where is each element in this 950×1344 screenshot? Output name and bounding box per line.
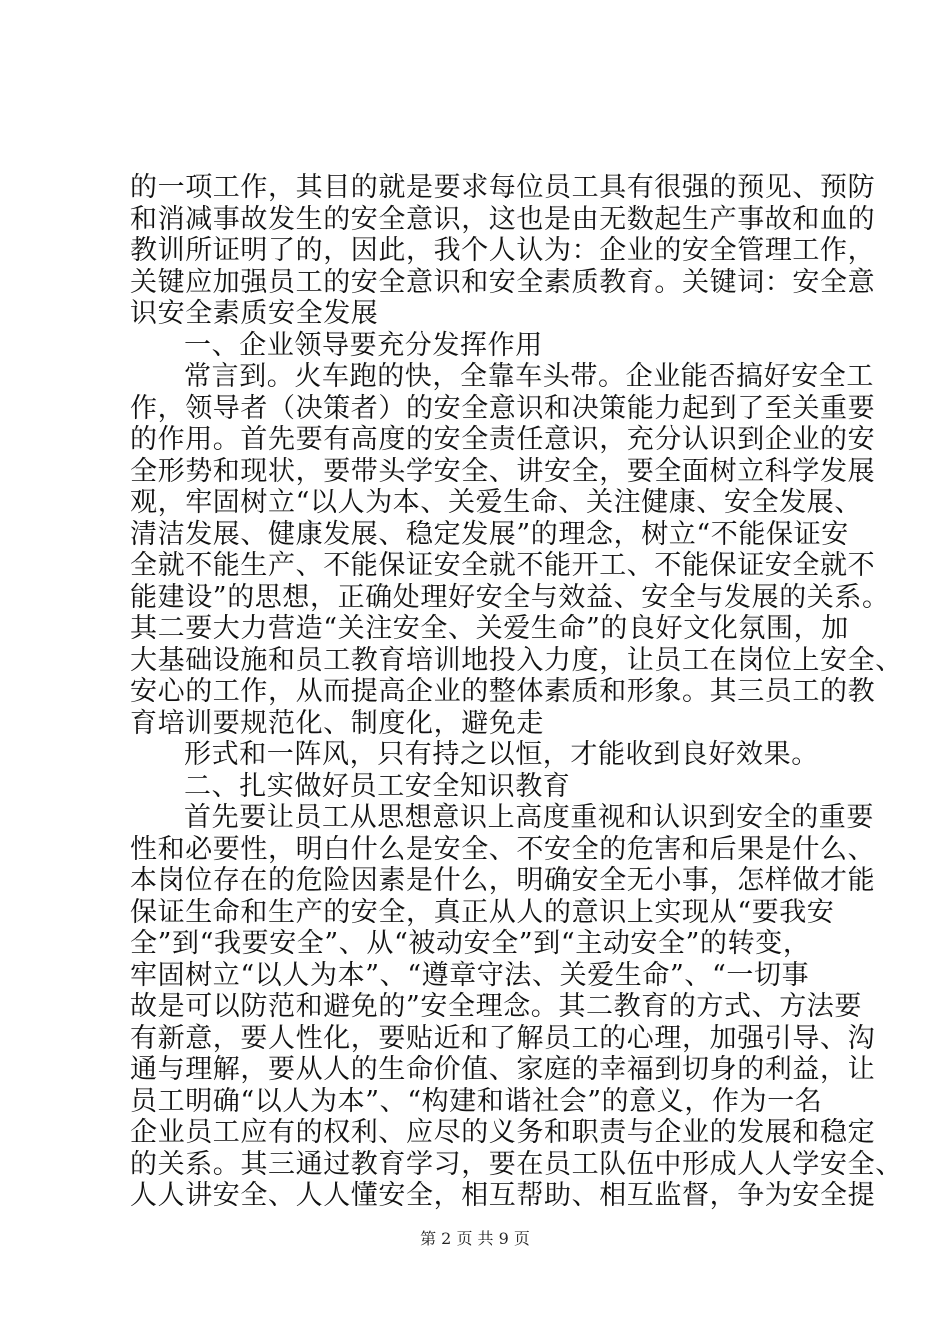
text-line: 人人讲安全、人人懂安全，相互帮助、相互监督，争为安全提 — [130, 1180, 876, 1211]
text-line: 观，牢固树立“以人为本、关爱生命、关注健康、安全发展、 — [130, 487, 863, 518]
text-line: 的作用。首先要有高度的安全责任意识，充分认识到企业的安 — [130, 424, 876, 455]
page-footer — [0, 1229, 950, 1249]
text-line: 能建设”的思想，正确处理好安全与效益、安全与发展的关系。 — [130, 581, 890, 613]
text-line: 全”到“我要安全”、从“被动安全”到“主动安全”的转变， — [130, 928, 811, 959]
text-line: 牢固树立“以人为本”、“遵章守法、关爱生命”、“一切事 — [130, 959, 810, 991]
text-line: 和消减事故发生的安全意识，这也是由无数起生产事故和血的 — [130, 203, 876, 235]
text-line: 员工明确“以人为本”、“构建和谐社会”的意义，作为一名 — [130, 1085, 823, 1117]
text-line: 的关系。其三通过教育学习，要在员工队伍中形成人人学安全、 — [130, 1148, 903, 1180]
text-line: 大基础设施和员工教育培训地投入力度，让员工在岗位上安全、 — [130, 644, 903, 676]
text-line: 常言到。火车跑的快，全靠车头带。企业能否搞好安全工 — [184, 361, 874, 392]
text-line: 故是可以防范和避免的”安全理念。其二教育的方式、方法要 — [130, 991, 863, 1022]
text-line: 通与理解，要从人的生命价值、家庭的幸福到切身的利益，让 — [130, 1054, 876, 1085]
text-line: 识安全素质安全发展 — [130, 298, 379, 329]
page-number-label: 第 2 页 共 9 页 — [420, 1229, 530, 1248]
text-line: 作，领导者（决策者）的安全意识和决策能力起到了至关重要 — [130, 392, 876, 424]
text-line: 安心的工作，从而提高企业的整体素质和形象。其三员工的教 — [130, 676, 876, 707]
text-line: 形式和一阵风，只有持之以恒，才能收到良好效果。 — [184, 739, 819, 770]
text-line: 全形势和现状，要带头学安全、讲安全，要全面树立科学发展 — [130, 455, 876, 487]
text-line: 一、企业领导要充分发挥作用 — [184, 329, 543, 361]
text-line: 有新意，要人性化，要贴近和了解员工的心理，加强引导、沟 — [130, 1022, 876, 1054]
text-line: 首先要让员工从思想意识上高度重视和认识到安全的重要 — [184, 802, 874, 833]
text-line: 的一项工作，其目的就是要求每位员工具有很强的预见、预防 — [130, 172, 876, 203]
text-line: 全就不能生产、不能保证安全就不能开工、不能保证安全就不 — [130, 550, 876, 581]
text-line: 清洁发展、健康发展、稳定发展”的理念，树立“不能保证安 — [130, 518, 849, 550]
text-line: 二、扎实做好员工安全知识教育 — [184, 770, 571, 802]
text-line: 育培训要规范化、制度化，避免走 — [130, 707, 544, 739]
text-line: 本岗位存在的危险因素是什么，明确安全无小事，怎样做才能 — [130, 865, 876, 896]
text-line: 保证生命和生产的安全，真正从人的意识上实现从“要我安 — [130, 896, 835, 928]
text-line: 性和必要性，明白什么是安全、不安全的危害和后果是什么、 — [130, 833, 876, 865]
text-line: 其二要大力营造“关注安全、关爱生命”的良好文化氛围，加 — [130, 613, 849, 644]
text-line: 关键应加强员工的安全意识和安全素质教育。关键词：安全意 — [130, 266, 876, 298]
text-line: 教训所证明了的，因此，我个人认为：企业的安全管理工作， — [130, 235, 876, 266]
text-line: 企业员工应有的权利、应尽的义务和职责与企业的发展和稳定 — [130, 1117, 876, 1148]
document-body — [130, 172, 903, 1212]
